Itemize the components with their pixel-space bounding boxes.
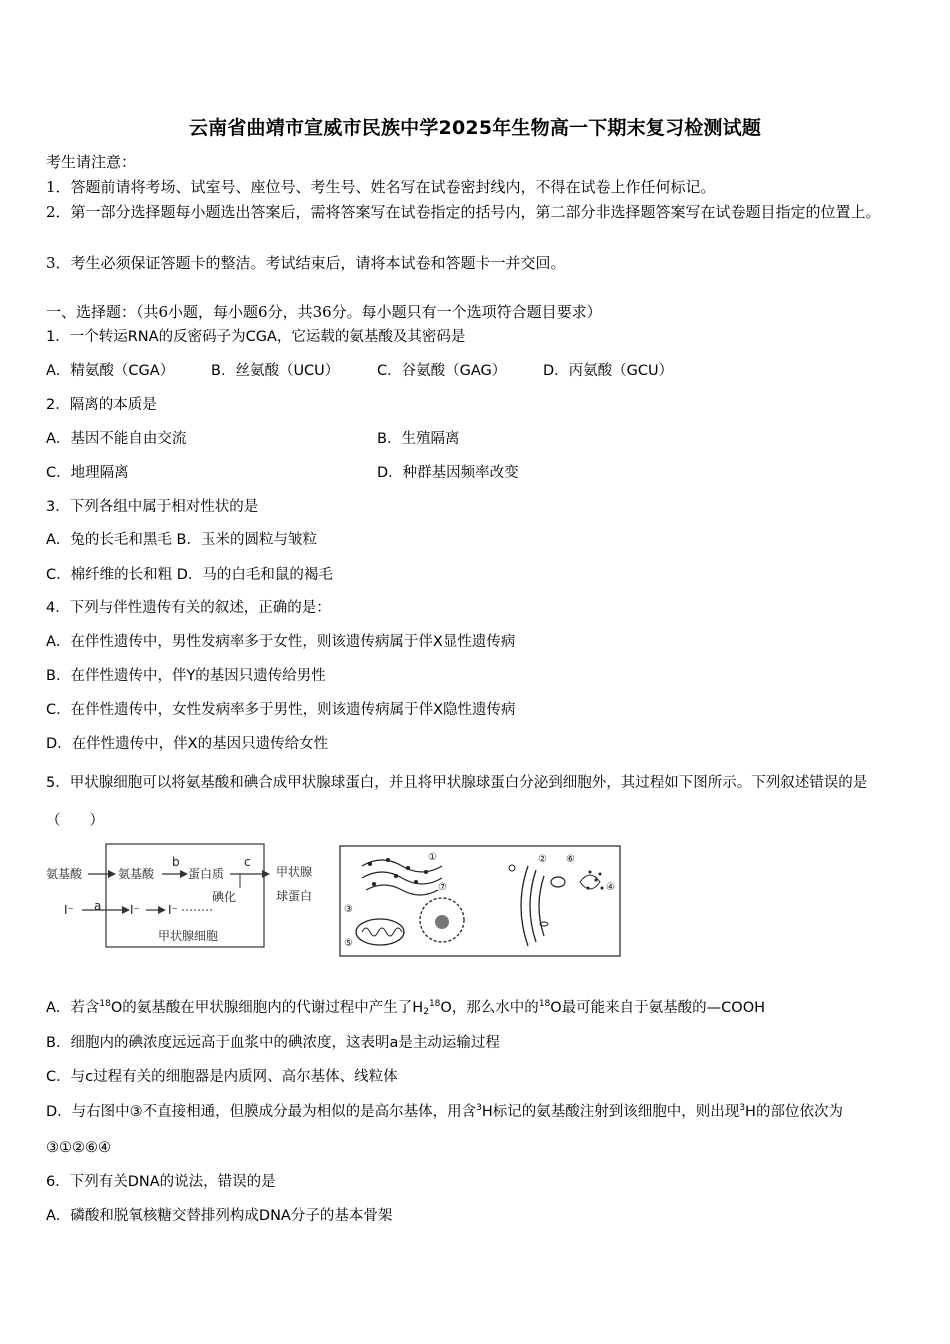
- q5-option-d[interactable]: D．与右图中③不直接相通，但膜成分最为相似的是高尔基体，用含$^3$H标记的氨基酸注射到该细胞中，则出现$^3$H的部位依次为③①②⑥④: [46, 1103, 843, 1156]
- q5-option-a[interactable]: A．若含$^{18}$O的氨基酸在甲状腺细胞内的代谢过程中产生了$H_2^{18}O$，那么水中的$^{18}$O最可能来自于氨基酸的—COOH: [46, 999, 766, 1017]
- q2-option-a[interactable]: A．基因不能自由交流: [46, 431, 187, 447]
- marker-4: ④: [606, 882, 615, 893]
- notice-heading: 考生请注意：: [46, 153, 137, 171]
- exam-title: 云南省曲靖市宣威市民族中学2025年生物高一下期末复习检测试题: [188, 117, 762, 139]
- fig-iodide-processed: I⁻: [168, 903, 178, 917]
- question-3-stem: 3．下列各组中属于相对性状的是: [46, 499, 259, 515]
- fig-iodide-outside: I⁻: [64, 903, 74, 917]
- q1-option-c[interactable]: C．谷氨酸（GAG）: [377, 363, 507, 379]
- q3-options-ab[interactable]: A．兔的长毛和黑毛 B．玉米的圆粒与皱粒: [46, 532, 317, 548]
- fig-amino-acid-outside: 氨基酸: [46, 867, 83, 881]
- marker-7: ⑦: [438, 882, 447, 893]
- marker-2: ②: [538, 854, 547, 865]
- q5-option-c[interactable]: C．与c过程有关的细胞器是内质网、高尔基体、线粒体: [46, 1069, 398, 1085]
- cell-frame: [340, 846, 620, 956]
- question-2-stem: 2．隔离的本质是: [46, 397, 157, 413]
- flow-diagram: [46, 844, 312, 947]
- question-5-stem: 5．甲状腺细胞可以将氨基酸和碘合成甲状腺球蛋白，并且将甲状腺球蛋白分泌到细胞外，其过程如下图所示。下列叙述错误的是（ ）: [46, 775, 868, 829]
- question-4-stem: 4．下列与伴性遗传有关的叙述，正确的是：: [46, 600, 331, 616]
- q4-option-d[interactable]: D．在伴性遗传中，伴X的基因只遗传给女性: [46, 736, 329, 752]
- fig-label-b: b: [172, 855, 180, 869]
- q1-option-a[interactable]: A．精氨酸（CGA）: [46, 363, 175, 379]
- notice-item-3: 3．考生必须保证答题卡的整洁。考试结束后，请将本试卷和答题卡一并交回。: [46, 254, 566, 272]
- q3-options-cd[interactable]: C．棉纤维的长和粗 D．马的白毛和鼠的褐毛: [46, 567, 333, 583]
- q4-option-c[interactable]: C．在伴性遗传中，女性发病率多于男性，则该遗传病属于伴X隐性遗传病: [46, 702, 516, 718]
- fig-protein: 蛋白质: [188, 867, 225, 881]
- fig-product-line1: 甲状腺: [276, 865, 313, 879]
- fig-label-a: a: [94, 899, 102, 913]
- q4-option-a[interactable]: A．在伴性遗传中，男性发病率多于女性，则该遗传病属于伴X显性遗传病: [46, 634, 516, 650]
- question-1-stem: 1．一个转运RNA的反密码子为CGA，它运载的氨基酸及其密码是: [46, 329, 466, 345]
- q2-option-c[interactable]: C．地理隔离: [46, 465, 129, 481]
- fig-iodination: 碘化: [212, 890, 237, 904]
- marker-6: ⑥: [566, 854, 575, 865]
- notice-item-1: 1．答题前请将考场、试室号、座位号、考生号、姓名写在试卷密封线内，不得在试卷上作任何标记。: [46, 178, 716, 196]
- q6-option-a[interactable]: A．磷酸和脱氧核糖交替排列构成DNA分子的基本骨架: [46, 1208, 393, 1224]
- q4-option-b[interactable]: B．在伴性遗传中，伴Y的基因只遗传给男性: [46, 668, 326, 684]
- fig-product-line2: 球蛋白: [276, 889, 313, 903]
- question-6-stem: 6．下列有关DNA的说法，错误的是: [46, 1174, 276, 1190]
- q2-option-d[interactable]: D．种群基因频率改变: [377, 465, 519, 481]
- q1-option-b[interactable]: B．丝氨酸（UCU）: [211, 363, 340, 379]
- fig-amino-acid-inside: 氨基酸: [118, 867, 155, 881]
- q1-option-d[interactable]: D．丙氨酸（GCU）: [543, 363, 674, 379]
- thyroid-secretion-figure: [44, 838, 624, 964]
- fig-iodide-inside: I⁻: [130, 903, 140, 917]
- fig-label-c: c: [244, 855, 251, 869]
- fig-cell-label: 甲状腺细胞: [158, 929, 219, 943]
- marker-5: ⑤: [344, 938, 353, 949]
- q2-option-b[interactable]: B．生殖隔离: [377, 431, 460, 447]
- q5-option-b[interactable]: B．细胞内的碘浓度远远高于血浆中的碘浓度，这表明a是主动运输过程: [46, 1035, 500, 1051]
- notice-item-2: 2．第一部分选择题每小题选出答案后，需将答案写在试卷指定的括号内，第二部分非选择题答案写在试卷题目指定的位置上。: [46, 203, 881, 221]
- marker-3: ③: [344, 904, 353, 915]
- section-heading: 一、选择题：（共6小题，每小题6分，共36分。每小题只有一个选项符合题目要求）: [46, 303, 602, 321]
- marker-1: ①: [428, 852, 437, 863]
- cell-diagram: [340, 846, 620, 956]
